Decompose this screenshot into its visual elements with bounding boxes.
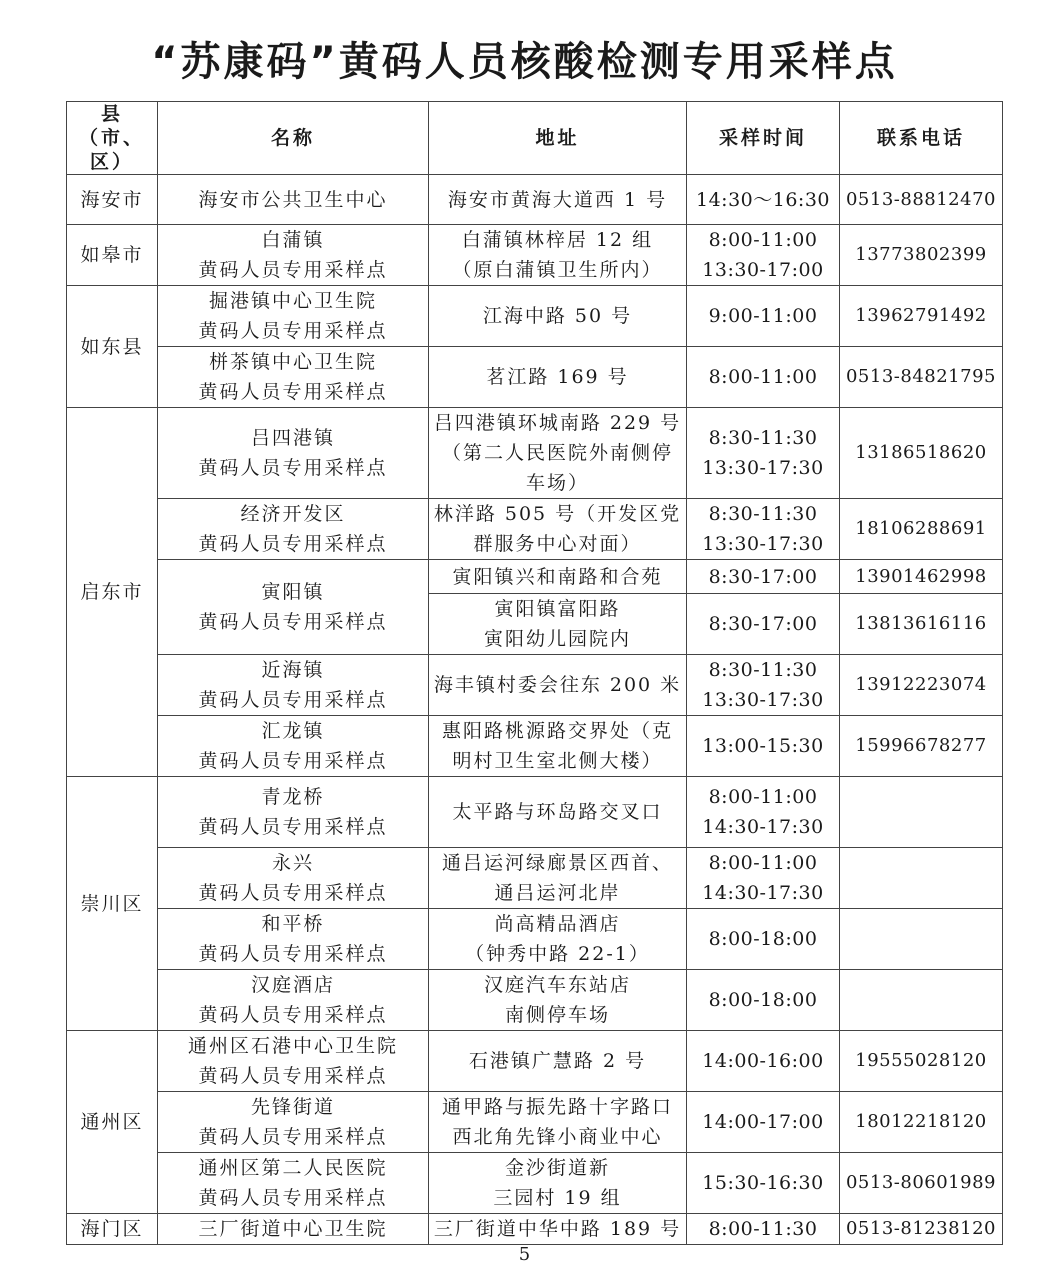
- address-cell: 寅阳镇富阳路 寅阳幼儿园院内: [429, 594, 687, 655]
- time-cell: 8:30-17:00: [687, 560, 840, 594]
- phone-cell: 19555028120: [840, 1031, 1003, 1092]
- site-name-cell: 吕四港镇 黄码人员专用采样点: [158, 408, 429, 499]
- address-cell: 林洋路 505 号（开发区党 群服务中心对面）: [429, 499, 687, 560]
- table-row: [67, 347, 1003, 408]
- site-name-cell: 白蒲镇 黄码人员专用采样点: [158, 225, 429, 286]
- table-row: [67, 848, 1003, 909]
- header-address: 地址: [429, 102, 687, 175]
- time-cell: 14:00-17:00: [687, 1092, 840, 1153]
- table-row: [67, 716, 1003, 777]
- table-row: [67, 655, 1003, 716]
- table-header-row: [67, 102, 1003, 175]
- address-cell: 石港镇广慧路 2 号: [429, 1031, 687, 1092]
- site-name-cell: 汉庭酒店 黄码人员专用采样点: [158, 970, 429, 1031]
- page-title: “苏康码”黄码人员核酸检测专用采样点: [151, 39, 898, 85]
- time-cell: 14:30～16:30: [687, 175, 840, 225]
- phone-cell: 13186518620: [840, 408, 1003, 499]
- table-row: [67, 909, 1003, 970]
- header-name: 名称: [158, 102, 429, 175]
- time-cell: 8:30-17:00: [687, 594, 840, 655]
- phone-cell: 0513-88812470: [840, 175, 1003, 225]
- table-row: [67, 1092, 1003, 1153]
- site-name-cell: 通州区石港中心卫生院 黄码人员专用采样点: [158, 1031, 429, 1092]
- phone-cell: 0513-80601989: [840, 1153, 1003, 1214]
- site-name-cell: 掘港镇中心卫生院 黄码人员专用采样点: [158, 286, 429, 347]
- county-cell: 海门区: [67, 1214, 158, 1245]
- address-cell: 江海中路 50 号: [429, 286, 687, 347]
- county-cell: 如皋市: [67, 225, 158, 286]
- table-row: [67, 1214, 1003, 1245]
- address-cell: 三厂街道中华中路 189 号: [429, 1214, 687, 1245]
- time-cell: 8:00-18:00: [687, 970, 840, 1031]
- time-cell: 8:00-11:00 13:30-17:00: [687, 225, 840, 286]
- page-number: 5: [518, 1244, 531, 1265]
- time-cell: 13:00-15:30: [687, 716, 840, 777]
- site-name-cell: 海安市公共卫生中心: [158, 175, 429, 225]
- header-county: 县（市、区）: [67, 102, 158, 175]
- time-cell: 8:00-11:00 14:30-17:30: [687, 848, 840, 909]
- time-cell: 9:00-11:00: [687, 286, 840, 347]
- table-row: [67, 408, 1003, 499]
- time-cell: 8:00-11:00 14:30-17:30: [687, 777, 840, 848]
- phone-cell: 13962791492: [840, 286, 1003, 347]
- site-name-cell: 永兴 黄码人员专用采样点: [158, 848, 429, 909]
- site-name-cell: 三厂街道中心卫生院: [158, 1214, 429, 1245]
- phone-cell: 18012218120: [840, 1092, 1003, 1153]
- address-cell: 金沙街道新 三园村 19 组: [429, 1153, 687, 1214]
- phone-cell: 13813616116: [840, 594, 1003, 655]
- table-row: [67, 225, 1003, 286]
- address-cell: 通甲路与振先路十字路口 西北角先锋小商业中心: [429, 1092, 687, 1153]
- site-name-cell: 青龙桥 黄码人员专用采样点: [158, 777, 429, 848]
- address-cell: 太平路与环岛路交叉口: [429, 777, 687, 848]
- phone-cell: 0513-84821795: [840, 347, 1003, 408]
- county-cell: 通州区: [67, 1031, 158, 1214]
- county-cell: 海安市: [67, 175, 158, 225]
- address-cell: 惠阳路桃源路交界处（克 明村卫生室北侧大楼）: [429, 716, 687, 777]
- address-cell: 尚高精品酒店 （钟秀中路 22-1）: [429, 909, 687, 970]
- header-time: 采样时间: [687, 102, 840, 175]
- table-row: [67, 777, 1003, 848]
- table-row: [67, 970, 1003, 1031]
- address-cell: 寅阳镇兴和南路和合苑: [429, 560, 687, 594]
- phone-cell: [840, 777, 1003, 848]
- site-name-cell: 寅阳镇 黄码人员专用采样点: [158, 560, 429, 655]
- phone-cell: 15996678277: [840, 716, 1003, 777]
- table-row: [67, 286, 1003, 347]
- table-row: [67, 499, 1003, 560]
- phone-cell: 13901462998: [840, 560, 1003, 594]
- table-row: [67, 560, 1003, 594]
- site-name-cell: 栟茶镇中心卫生院 黄码人员专用采样点: [158, 347, 429, 408]
- county-cell: 如东县: [67, 286, 158, 408]
- site-name-cell: 通州区第二人民医院 黄码人员专用采样点: [158, 1153, 429, 1214]
- phone-cell: [840, 909, 1003, 970]
- sampling-sites-table: [66, 101, 1003, 1245]
- site-name-cell: 汇龙镇 黄码人员专用采样点: [158, 716, 429, 777]
- header-phone: 联系电话: [840, 102, 1003, 175]
- table-row: [67, 1031, 1003, 1092]
- site-name-cell: 经济开发区 黄码人员专用采样点: [158, 499, 429, 560]
- table-row: [67, 1153, 1003, 1214]
- address-cell: 茗江路 169 号: [429, 347, 687, 408]
- phone-cell: [840, 848, 1003, 909]
- county-cell: 崇川区: [67, 777, 158, 1031]
- time-cell: 8:30-11:30 13:30-17:30: [687, 408, 840, 499]
- address-cell: 海丰镇村委会往东 200 米: [429, 655, 687, 716]
- address-cell: 通吕运河绿廊景区西首、 通吕运河北岸: [429, 848, 687, 909]
- address-cell: 吕四港镇环城南路 229 号 （第二人民医院外南侧停 车场）: [429, 408, 687, 499]
- time-cell: 8:30-11:30 13:30-17:30: [687, 499, 840, 560]
- phone-cell: 18106288691: [840, 499, 1003, 560]
- address-cell: 白蒲镇林梓居 12 组 （原白蒲镇卫生所内）: [429, 225, 687, 286]
- time-cell: 15:30-16:30: [687, 1153, 840, 1214]
- phone-cell: 13773802399: [840, 225, 1003, 286]
- phone-cell: 13912223074: [840, 655, 1003, 716]
- site-name-cell: 近海镇 黄码人员专用采样点: [158, 655, 429, 716]
- time-cell: 8:00-11:00: [687, 347, 840, 408]
- address-cell: 海安市黄海大道西 1 号: [429, 175, 687, 225]
- site-name-cell: 先锋街道 黄码人员专用采样点: [158, 1092, 429, 1153]
- table-row: [67, 175, 1003, 225]
- phone-cell: 0513-81238120: [840, 1214, 1003, 1245]
- site-name-cell: 和平桥 黄码人员专用采样点: [158, 909, 429, 970]
- county-cell: 启东市: [67, 408, 158, 777]
- time-cell: 8:00-18:00: [687, 909, 840, 970]
- address-cell: 汉庭汽车东站店 南侧停车场: [429, 970, 687, 1031]
- time-cell: 8:30-11:30 13:30-17:30: [687, 655, 840, 716]
- phone-cell: [840, 970, 1003, 1031]
- time-cell: 8:00-11:30: [687, 1214, 840, 1245]
- time-cell: 14:00-16:00: [687, 1031, 840, 1092]
